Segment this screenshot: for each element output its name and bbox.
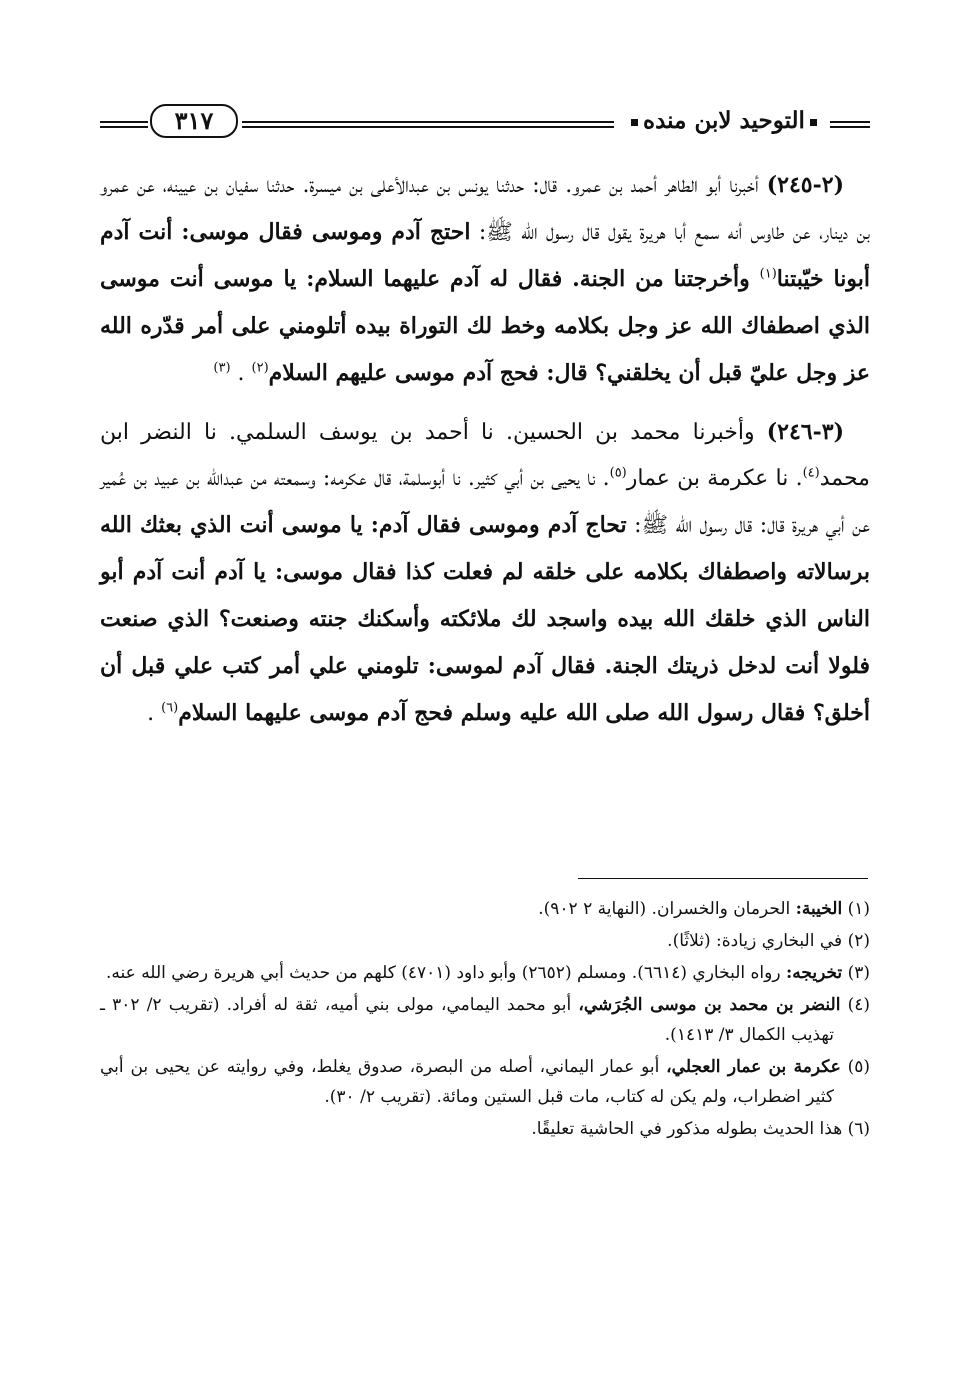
page-number [150, 104, 238, 138]
footnote-term: النضر بن محمد بن موسى الجُرَشي، [578, 995, 841, 1015]
footnote-6 [100, 1114, 870, 1144]
footnote-marker: (٤) [847, 995, 871, 1015]
footnote-3 [100, 958, 870, 988]
header-rule-left [100, 121, 148, 128]
book-title-text: التوحيد لابن منده [643, 107, 805, 134]
footnote-text: هذا الحديث بطوله مذكور في الحاشية تعليقًا. [531, 1119, 843, 1139]
footnote-marker: (٥) [847, 1057, 870, 1077]
footnote-marker: (٢) [847, 931, 870, 951]
hadith-paragraph-246 [100, 409, 870, 737]
hadith-number: (٣-٢٤٦) [766, 419, 844, 445]
footnote-text: أبو عمار اليماني، أصله من البصرة، صدوق يغلط، وفي روايته عن يحيى بن أبي كثير اضطراب، ولم يكن له كتاب، مات قبل الستين ومائة. (تقريب ٢/ ٣٠). [100, 1057, 834, 1107]
bullet-icon [631, 119, 638, 126]
footnote-4 [100, 990, 870, 1050]
isnad-text: . نا عكرمة بن عمار [626, 466, 803, 491]
footnote-5 [100, 1052, 870, 1112]
matn-text: احتج آدم وموسى فقال موسى: أنت آدم أبونا خيّبتنا [100, 219, 870, 292]
footnote-marker: (٣) [847, 963, 870, 983]
footnote-ref: (٥) [609, 465, 627, 481]
footnote-term: الخيبة: [795, 899, 843, 919]
footnote-ref: (٣) [213, 360, 231, 376]
hadith-number: (٢-٢٤٥) [766, 172, 844, 198]
footnote-ref: (٢) [251, 360, 269, 376]
footnote-term: تخريجه: [785, 963, 843, 983]
punctuation: . [147, 701, 162, 726]
footnote-text: الحرمان والخسران. (النهاية ٢ ٩٠٢). [538, 899, 796, 919]
hadith-paragraph-245 [100, 162, 870, 397]
footnote-separator [578, 878, 868, 879]
footnotes [100, 894, 870, 1146]
header-rule-right [830, 121, 870, 128]
footnote-term: عكرمة بن عمار العجلي، [666, 1057, 841, 1077]
main-text [100, 162, 870, 749]
footnote-marker: (١) [847, 899, 870, 919]
footnote-ref: (٦) [161, 700, 179, 716]
book-title [620, 104, 828, 138]
footnote-text: أبو محمد اليمامي، مولى بني أميه، ثقة له أفراد. (تقريب ٢/ ٣٠٢ ـ تهذيب الكمال ٣/ ١٤١٣). [100, 995, 834, 1045]
footnote-ref: (٤) [802, 465, 820, 481]
footnote-2 [100, 926, 870, 956]
punctuation: . [230, 361, 252, 386]
matn-text: وأخرجتنا من الجنة. فقال له آدم عليهما السلام: يا موسى أنت موسى الذي اصطفاك الله عز وجل بكلامه وخط لك التوراة بيده أتلومني على أمر قدّره الله عز وجل عليّ قبل أن يخلقني؟ قال: فحج آدم موسى عليهم السلام [100, 266, 870, 386]
footnote-1 [100, 894, 870, 924]
isnad-text: وأخبرنا محمد بن الحسين. نا أحمد بن يوسف السلمي. نا النضر ابن محمد [100, 420, 870, 491]
running-header [100, 104, 870, 150]
isnad-text: أخبرنا أبو الطاهر أحمد بن عمرو. قال: حدثنا يونس بن عبدالأعلى بن ميسرة. حدثنا سفيان بن عيينه، عن عمرو بن دينار، عن طاوس أنه سمع أبا هريرة يقول قال رسول الله ﷺ: [100, 173, 870, 245]
page-number-text: ٣١٧ [174, 106, 214, 135]
header-rule-middle [242, 121, 614, 128]
matn-text: تحاج آدم وموسى فقال آدم: يا موسى أنت الذي بعثك الله برسالاته واصطفاك بكلامه على خلقه لم فعلت كذا فقال موسى: يا آدم أنت آدم أبو الناس الذي خلقك الله بيده واسجد لك ملائكته وأسكنك جنته وصنعت؟ الذي صنعت فلولا أنت لدخل ذريتك الجنة. فقال آدم لموسى: تلومني علي أمر كتب علي قبل أن أخلق؟ فقال رسول الله صلى الله عليه وسلم فحج آدم موسى عليهما السلام [100, 512, 870, 726]
footnote-marker: (٦) [847, 1119, 870, 1139]
bullet-icon [810, 119, 817, 126]
isnad-text: . نا يحيى بن أبي كثير. نا أبوسلمة، قال عكرمه: وسمعته من عبدالله بن عبيد بن عُمير عن أبي هريرة قال: قال رسول الله ﷺ: [100, 466, 871, 538]
footnote-text: في البخاري زيادة: (ثلاثًا). [667, 931, 843, 951]
footnote-text: رواه البخاري (٦٦١٤). ومسلم (٢٦٥٢) وأبو داود (٤٧٠١) كلهم من حديث أبي هريرة رضي الله عنه. [106, 963, 786, 983]
footnote-ref: (١) [759, 266, 777, 282]
